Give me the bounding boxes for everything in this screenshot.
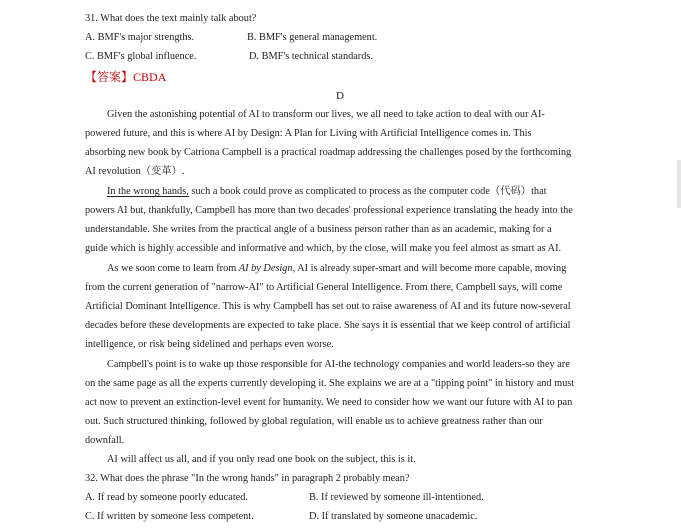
paragraph-5-line-1: AI will affect us all, and if you only read one book on the subject, this is it.: [107, 454, 416, 465]
paragraph-3-line-4: decades before these developments are expected to take place. She says it is essential that we keep control of artificial: [85, 320, 571, 331]
paragraph-3-line-3: Artificial Dominant Intelligence. This is why Campbell has set out to raise awareness of AI and its future now-several: [85, 301, 571, 312]
question-32-option-d: D. If translated by someone unacademic.: [309, 511, 478, 522]
book-title-italic: AI by Design: [238, 263, 293, 274]
underlined-phrase: In the wrong hands,: [107, 186, 189, 197]
paragraph-3-line-2: from the current generation of "narrow-AI" to Artificial General Intelligence. From there, Campbell says, will come: [85, 282, 563, 293]
question-31-option-c: C. BMF's global influence.: [85, 51, 197, 62]
paragraph-4-line-1: Campbell's point is to wake up those responsible for AI-the technology companies and world leaders-so they are: [107, 359, 570, 370]
paragraph-3-line-1-pre: As we soon come to learn from: [107, 263, 239, 274]
paragraph-3-line-1: [107, 262, 566, 276]
answer-line: [85, 69, 166, 85]
question-31-option-a: A. BMF's major strengths.: [85, 32, 195, 43]
paragraph-4-line-5: downfall.: [85, 435, 125, 446]
paragraph-1-line-2: powered future, and this is where AI by Design: A Plan for Living with Artificial Intelligence comes in. This: [85, 128, 532, 139]
paragraph-2-line-3: understandable. She writes from the practical angle of a business person rather than as an academic, making for a: [85, 224, 552, 235]
paragraph-3-line-1-post: , AI is already super-smart and will become more capable, moving: [292, 263, 567, 274]
paragraph-2-line-4: guide which is highly accessible and informative and which, by the close, will make you feel almost as smart as AI.: [85, 243, 562, 254]
paragraph-2-line-2: powers AI but, thankfully, Campbell has more than two decades' professional experience translating the heady into the: [85, 205, 573, 216]
paragraph-3-line-5: intelligence, or risk being sidelined and perhaps even worse.: [85, 339, 334, 350]
question-31-option-b: B. BMF's general management.: [247, 32, 378, 43]
section-heading: D: [336, 90, 344, 102]
question-31-stem: 31. What does the text mainly talk about?: [85, 13, 257, 24]
paragraph-1-line-1: Given the astonishing potential of AI to transform our lives, we all need to take action to deal with our AI-: [107, 109, 545, 120]
paragraph-2-line-1-rest: such a book could prove as complicated to process as the computer code（代码）that: [188, 186, 547, 197]
paragraph-4-line-3: act now to prevent an extinction-level event for humanity. We need to consider how we want our future with AI to pan: [85, 397, 573, 408]
paragraph-2-line-1: [107, 185, 547, 199]
paragraph-1-line-3: absorbing new book by Catriona Campbell is a practical roadmap addressing the challenges posed by the forthcoming: [85, 147, 572, 158]
question-32-stem: 32. What does the phrase "In the wrong hands" in paragraph 2 probably mean?: [85, 473, 410, 484]
question-32-option-a: A. If read by someone poorly educated.: [85, 492, 248, 503]
paragraph-4-line-4: out. Such structured thinking, followed by global regulation, will enable us to achieve greatness rather than our: [85, 416, 543, 427]
paragraph-1-line-4: AI revolution（变革）.: [85, 166, 185, 177]
scrollbar-thumb[interactable]: [677, 160, 681, 208]
question-32-option-b: B. If reviewed by someone ill-intentioned.: [309, 492, 484, 503]
answer-label: 【答案】: [85, 70, 134, 84]
question-31-option-d: D. BMF's technical standards.: [249, 51, 373, 62]
question-32-option-c: C. If written by someone less competent.: [85, 511, 254, 522]
paragraph-4-line-2: on the same page as all the experts currently developing it. She explains we are at a "tipping point" in history and must: [85, 378, 575, 389]
answer-value: CBDA: [133, 70, 167, 84]
